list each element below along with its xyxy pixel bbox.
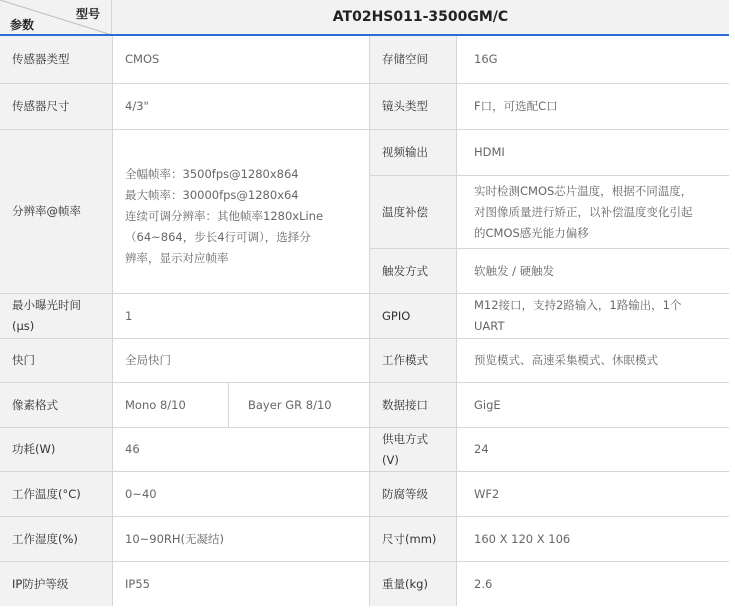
- label-operating-temp: 工作温度(°C): [0, 472, 112, 516]
- value-gpio: [457, 294, 729, 338]
- label-work-mode: 工作模式: [370, 339, 456, 382]
- grid-hline: [0, 382, 369, 383]
- value-power-supply: 24: [457, 428, 729, 471]
- temp-comp-line: 的CMOS感光能力偏移: [474, 225, 589, 240]
- label-trigger-mode: 触发方式: [370, 249, 456, 293]
- value-trigger-mode: 软触发 / 硬触发: [457, 249, 729, 293]
- label-min-exposure: 最小曝光时间(μs): [0, 294, 112, 338]
- grid-hline: [0, 561, 369, 562]
- corner-param-label: 参数: [10, 18, 35, 32]
- label-video-output: 视频输出: [370, 130, 456, 175]
- value-operating-temp: 0~40: [113, 472, 369, 516]
- label-resolution-framerate: 分辨率@帧率: [0, 130, 112, 293]
- grid-hline: [369, 83, 729, 84]
- grid-hline: [369, 248, 729, 249]
- grid-hline: [369, 175, 729, 176]
- value-storage: 16G: [457, 36, 729, 83]
- label-corrosion-rating: 防腐等级: [370, 472, 456, 516]
- grid-hline: [369, 129, 729, 130]
- label-power: 功耗(W): [0, 428, 112, 471]
- label-weight: 重量(kg): [370, 562, 456, 606]
- grid-hline: [369, 382, 729, 383]
- label-shutter: 快门: [0, 339, 112, 382]
- grid-hline: [369, 561, 729, 562]
- value-pixel-format-bayer: Bayer GR 8/10: [229, 383, 369, 427]
- grid-hline: [0, 129, 369, 130]
- value-sensor-size: 4/3": [113, 84, 369, 129]
- grid-hline: [369, 338, 729, 339]
- label-dimensions: 尺寸(mm): [370, 517, 456, 561]
- value-shutter: 全局快门: [113, 339, 369, 382]
- label-storage: 存储空间: [370, 36, 456, 83]
- value-weight: 2.6: [457, 562, 729, 606]
- value-data-interface: GigE: [457, 383, 729, 427]
- label-operating-humidity: 工作湿度(%): [0, 517, 112, 561]
- grid-hline: [0, 83, 369, 84]
- resolution-line: 辨率，显示对应帧率: [125, 251, 229, 265]
- grid-vline: [228, 383, 229, 427]
- value-min-exposure: 1: [113, 294, 369, 338]
- grid-vline: [369, 36, 370, 606]
- corner-diagonal: [0, 0, 112, 35]
- value-work-mode: 预览模式、高速采集模式、休眠模式: [457, 339, 729, 382]
- model-title: AT02HS011-3500GM/C: [332, 9, 509, 25]
- label-temp-compensation: 温度补偿: [370, 176, 456, 248]
- value-ip-rating: IP55: [113, 562, 369, 606]
- value-corrosion-rating: WF2: [457, 472, 729, 516]
- grid-vline: [456, 36, 457, 606]
- value-video-output: HDMI: [457, 130, 729, 175]
- gpio-line: UART: [474, 319, 505, 333]
- grid-hline: [369, 293, 729, 294]
- grid-hline: [0, 471, 369, 472]
- grid-hline: [0, 427, 369, 428]
- label-gpio: GPIO: [370, 294, 456, 338]
- temp-comp-line: 对图像质量进行矫正，以补偿温度变化引起: [474, 204, 693, 219]
- resolution-line: 连续可调分辨率：其他帧率1280xLine: [125, 209, 324, 223]
- resolution-line: 最大帧率：30000fps@1280x64: [125, 188, 299, 202]
- value-power: 46: [113, 428, 369, 471]
- value-temp-compensation: [457, 176, 729, 248]
- resolution-line: （64~864，步长4行可调），选择分: [125, 230, 311, 244]
- grid-hline: [369, 427, 729, 428]
- grid-vline: [112, 36, 113, 606]
- label-sensor-size: 传感器尺寸: [0, 84, 112, 129]
- corner-model-label: 型号: [76, 7, 101, 21]
- label-data-interface: 数据接口: [370, 383, 456, 427]
- grid-hline: [369, 471, 729, 472]
- resolution-line: 全幅帧率：3500fps@1280x864: [125, 167, 299, 181]
- temp-comp-line: 实时检测CMOS芯片温度，根据不同温度，: [474, 183, 693, 198]
- gpio-line: M12接口，支持2路输入，1路输出，1个: [474, 298, 682, 312]
- value-sensor-type: CMOS: [113, 36, 369, 83]
- grid-hline: [369, 516, 729, 517]
- label-pixel-format: 像素格式: [0, 383, 112, 427]
- grid-hline: [0, 516, 369, 517]
- label-ip-rating: IP防护等级: [0, 562, 112, 606]
- value-resolution-framerate: [113, 130, 369, 293]
- grid-hline: [0, 293, 369, 294]
- label-power-supply: 供电方式(V): [370, 428, 456, 471]
- value-operating-humidity: 10~90RH(无凝结): [113, 517, 369, 561]
- value-lens-type: F口，可选配C口: [457, 84, 729, 129]
- grid-hline: [0, 338, 369, 339]
- value-dimensions: 160 X 120 X 106: [457, 517, 729, 561]
- value-pixel-format-mono: Mono 8/10: [113, 383, 228, 427]
- label-lens-type: 镜头类型: [370, 84, 456, 129]
- label-sensor-type: 传感器类型: [0, 36, 112, 83]
